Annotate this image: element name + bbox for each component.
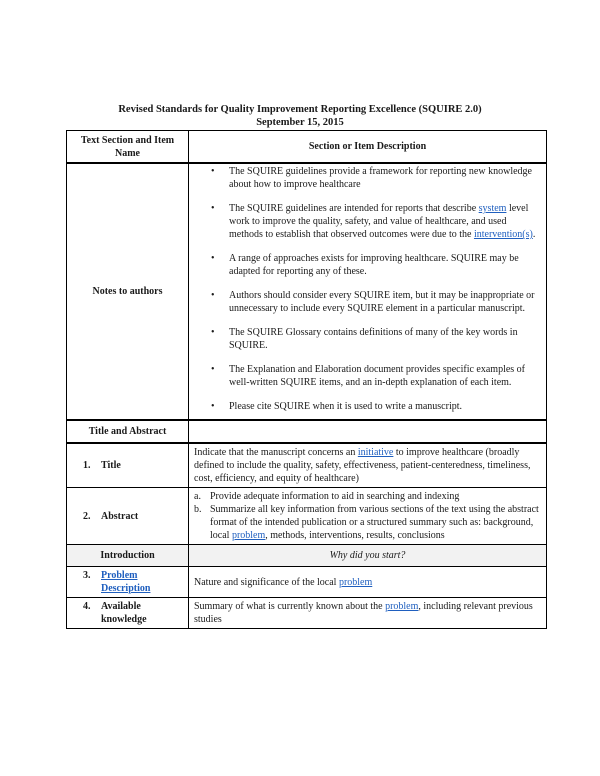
empty-cell xyxy=(189,420,547,443)
document-title-line-1: Revised Standards for Quality Improvement Reporting Excellence (SQUIRE 2.0) xyxy=(118,104,482,115)
note-text: level work to improve the quality, safety, and value of healthcare, and used methods to establish that observed outcomes were due to the xyxy=(229,203,529,240)
item-1-text: to improve healthcare (broadly defined to include the quality, safety, effectiveness, patient-centeredness, timeliness, cost, efficiency, and equity of healthcare) xyxy=(194,447,531,484)
bullet-icon: • xyxy=(211,290,215,301)
item-1-text: Indicate that the manuscript concerns an xyxy=(194,447,358,458)
item-3-text: Nature and significance of the local xyxy=(194,576,339,588)
note-text: The Explanation and Elaboration document provides specific examples of well-written SQUIRE items, and an in-depth explanation of each item. xyxy=(229,364,526,388)
list-item xyxy=(189,326,546,352)
note-text: The SQUIRE Glossary contains definitions of many of the key words in SQUIRE. xyxy=(229,327,518,351)
item-4-text: , including relevant previous studies xyxy=(194,601,533,625)
item-1-description xyxy=(189,443,547,488)
item-4-number: 4. xyxy=(83,601,91,612)
list-item xyxy=(189,252,546,278)
item-2a-marker: a. xyxy=(194,491,201,502)
item-4-cell xyxy=(67,598,189,629)
item-3-number: 3. xyxy=(83,570,91,581)
item-3-description xyxy=(189,567,547,598)
list-item xyxy=(189,289,546,315)
item-3-cell xyxy=(67,567,189,598)
table-row-item-3 xyxy=(67,567,547,598)
bullet-icon: • xyxy=(211,253,215,264)
table-row-notes xyxy=(67,163,547,420)
document-date: September 15, 2015 xyxy=(256,117,344,128)
item-2a-text: Provide adequate information to aid in searching and indexing xyxy=(210,491,460,502)
bullet-icon: • xyxy=(211,401,215,412)
item-2-description xyxy=(189,488,547,545)
notes-list xyxy=(189,165,546,413)
note-text: The SQUIRE guidelines provide a framework for reporting new knowledge about how to improve healthcare xyxy=(229,166,532,190)
list-item xyxy=(189,165,546,191)
introduction-prompt: Why did you start? xyxy=(189,545,547,567)
problem-link[interactable]: problem xyxy=(338,576,373,588)
system-link[interactable]: system xyxy=(478,203,507,214)
bullet-icon: • xyxy=(211,364,215,375)
list-item xyxy=(189,400,546,413)
notes-label: Notes to authors xyxy=(67,163,189,420)
item-4-text: Summary of what is currently known about the xyxy=(194,601,386,612)
bullet-icon: • xyxy=(211,203,215,214)
item-2b-text: , methods, interventions, results, conclusions xyxy=(265,530,445,541)
note-text: . xyxy=(532,229,536,240)
initiative-link[interactable]: initiative xyxy=(357,447,394,458)
item-2-number: 2. xyxy=(83,510,91,522)
item-2-cell xyxy=(67,488,189,545)
section-introduction: Introduction xyxy=(67,545,189,567)
table-row-introduction xyxy=(67,545,547,567)
table-row-item-2 xyxy=(67,488,547,545)
item-1-number: 1. xyxy=(83,460,91,471)
item-2b-marker: b. xyxy=(194,504,202,515)
list-item xyxy=(189,202,546,241)
table-row-item-4 xyxy=(67,598,547,629)
table-row-title-abstract xyxy=(67,420,547,443)
list-item xyxy=(189,363,546,389)
table-header-row xyxy=(67,131,547,164)
item-1-cell xyxy=(67,443,189,488)
notes-cell xyxy=(189,163,547,420)
item-2b-text: Summarize all key information from various sections of the text using the abstract format of the intended publication or a structured summary such as: background, local xyxy=(210,504,539,541)
note-text: A range of approaches exists for improving healthcare. SQUIRE may be adapted for reporting any of these. xyxy=(229,253,519,277)
table-row-item-1 xyxy=(67,443,547,488)
note-text: Authors should consider every SQUIRE item, but it may be inappropriate or unnecessary to include every SQUIRE element in a particular manuscript. xyxy=(229,290,535,314)
document-title xyxy=(0,103,600,129)
item-4-description xyxy=(189,598,547,629)
item-1-name: Title xyxy=(101,460,121,471)
problem-link[interactable]: problem xyxy=(231,530,266,541)
list-item xyxy=(194,490,541,503)
squire-table xyxy=(66,130,547,629)
item-4-name: Available knowledge xyxy=(101,601,147,625)
bullet-icon: • xyxy=(211,327,215,338)
item-2-name: Abstract xyxy=(101,510,139,522)
list-item xyxy=(194,503,541,542)
section-title-abstract: Title and Abstract xyxy=(67,420,189,443)
problem-description-link[interactable]: Problem Description xyxy=(101,570,151,594)
column-header-description: Section or Item Description xyxy=(189,131,547,164)
column-header-item-name: Text Section and Item Name xyxy=(67,131,189,164)
interventions-link[interactable]: intervention(s) xyxy=(473,229,533,240)
note-text: Please cite SQUIRE when it is used to write a manuscript. xyxy=(229,401,463,412)
bullet-icon: • xyxy=(211,166,215,177)
problem-link[interactable]: problem xyxy=(385,601,419,612)
note-text: The SQUIRE guidelines are intended for reports that describe xyxy=(229,203,479,214)
